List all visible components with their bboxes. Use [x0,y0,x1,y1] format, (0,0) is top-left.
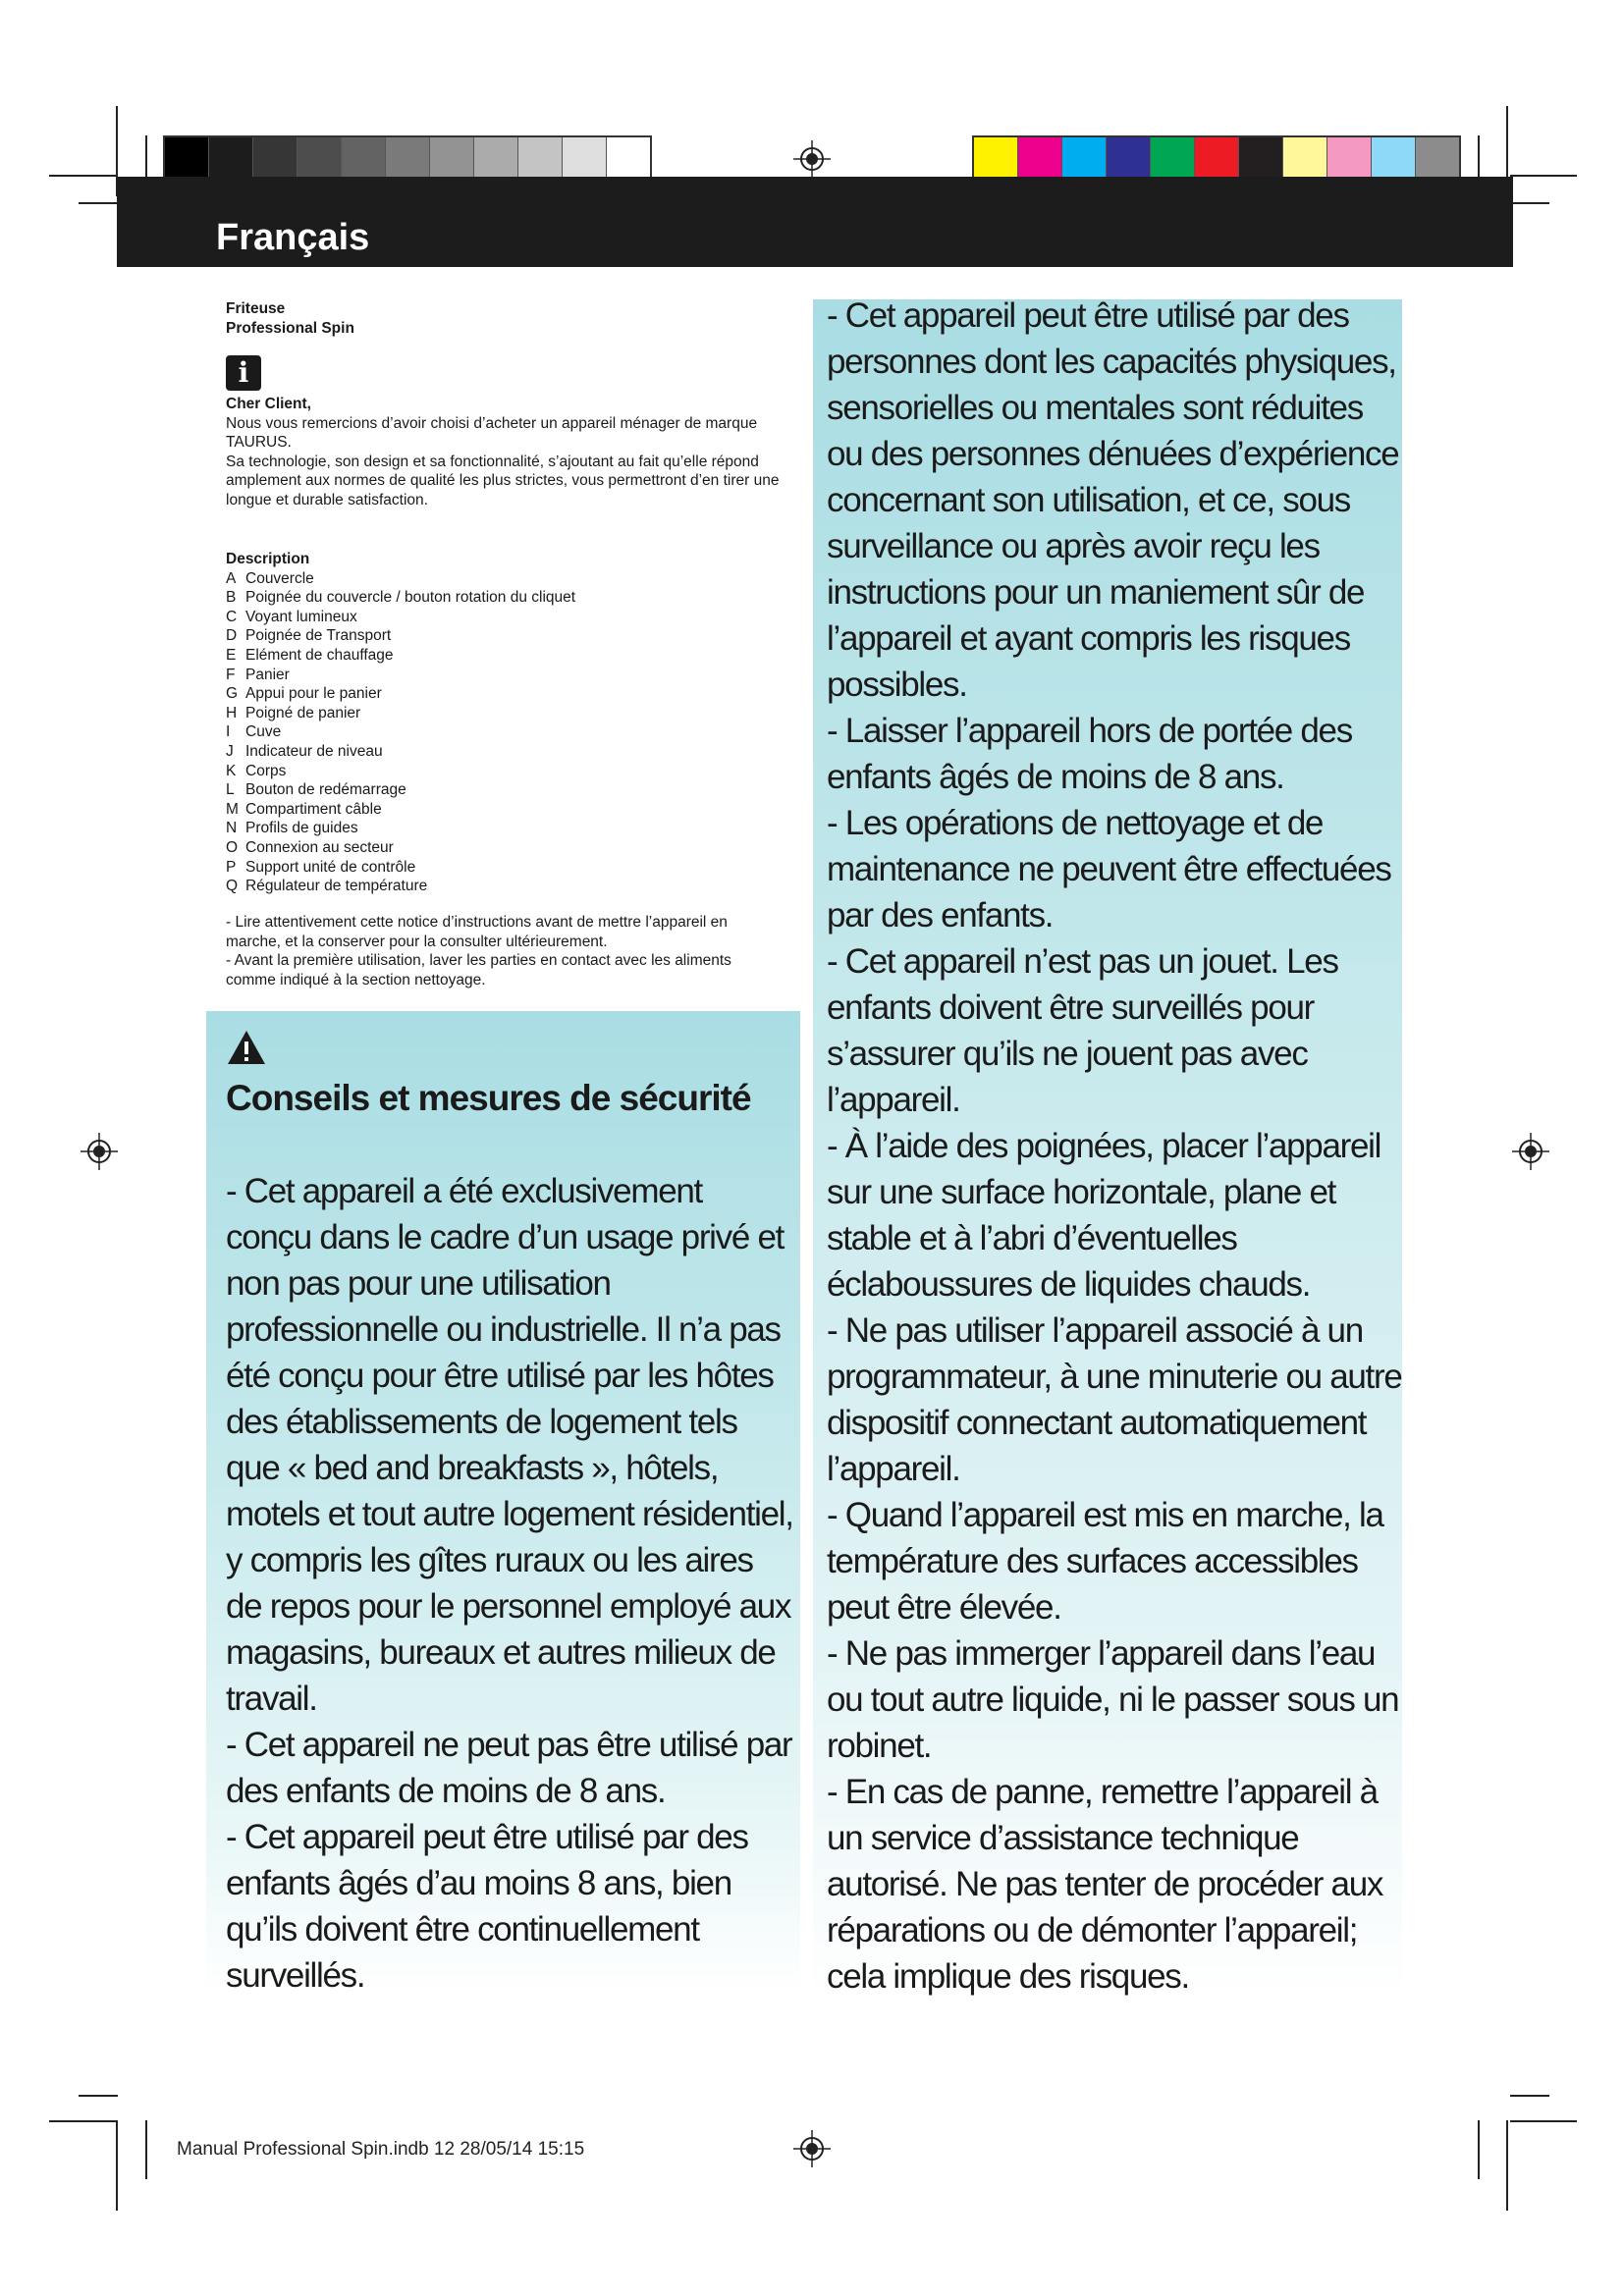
safety-paragraph: - Ne pas immerger l’appareil dans l’eau ou tout autre liquide, ni le passer sous un robinet. [827,1634,1399,1765]
color-swatch [342,137,386,181]
crop-mark [1478,2120,1480,2179]
safety-paragraph: - À l’aide des poignées, placer l’appareil sur une surface horizontale, plane et stable et à l’abri d’éventuelles éclaboussures de liquides chauds. [827,1127,1381,1304]
description-item-label: Poignée du couvercle / bouton rotation du cliquet [245,589,576,607]
color-swatch [1151,137,1195,181]
product-type: Friteuse [226,300,286,317]
safety-paragraph: - Cet appareil peut être utilisé par des personnes dont les capacités physiques, sensorielles ou mentales sont réduites ou des personnes dénuées d’expérience concernant son utilisation, et ce, sous surveillance ou après avoir reçu les instructions pour un maniement sûr de l’appareil et ayant compris les risques possibles. [827,296,1399,704]
color-swatch [1372,137,1416,181]
description-item [226,742,795,762]
description-item [226,569,795,589]
color-swatch [1062,137,1107,181]
color-swatch [563,137,607,181]
description-item [226,704,795,723]
description-item-label: Régulateur de température [245,878,428,895]
greeting-paragraph: Sa technologie, son design et sa fonctionnalité, s’ajoutant au fait qu’elle répond amplement aux normes de qualité les plus strictes, vous permettront d’en tirer une longue et durable satisfaction. [226,453,780,508]
safety-paragraph: - Cet appareil ne peut pas être utilisé par des enfants de moins de 8 ans. [226,1726,792,1810]
crop-mark [79,202,118,204]
crop-mark [1506,2120,1508,2211]
description-item-letter: J [226,742,234,760]
description-item-letter: P [226,858,237,876]
description-item-label: Elément de chauffage [245,646,394,664]
color-swatch [974,137,1018,181]
description-item-letter: I [226,723,231,741]
color-swatch [386,137,430,181]
description-item-letter: H [226,704,238,721]
safety-heading: Conseils et mesures de sécurité [226,1078,751,1118]
color-swatch [1416,137,1459,181]
crop-mark [1510,2095,1549,2097]
description-item-letter: M [226,800,239,818]
safety-paragraph: - Cet appareil n’est pas un jouet. Les enfants doivent être surveillés pour s’assurer qu’ils ne jouent pas avec l’appareil. [827,942,1338,1119]
description-item-letter: L [226,781,235,799]
crop-mark [1510,202,1549,204]
description-item-letter: E [226,646,237,664]
safety-paragraph: - Ne pas utiliser l’appareil associé à un programmateur, à une minuterie ou autre dispositif connectant automatiquement l’appareil. [827,1311,1402,1488]
safety-paragraph: - Cet appareil a été exclusivement conçu dans le cadre d’un usage privé et non pas pour une utilisation professionnelle ou industrielle. Il n’a pas été conçu pour être utilisé par les hôtes des établissements de logement tels que « bed and breakfasts », hôtels, motels et tout autre logement résidentiel, y compris les gîtes ruraux ou les aires de repos pour le personnel employé aux magasins, bureaux et autres milieux de travail. [226,1172,793,1718]
description-heading: Description [226,551,310,567]
color-swatch [607,137,650,181]
description-item-label: Profils de guides [245,820,358,837]
description-item [226,858,795,878]
color-swatch [1283,137,1327,181]
greeting-salutation: Cher Client, [226,396,311,412]
description-item-label: Cuve [245,723,282,741]
description-item-label: Corps [245,762,287,779]
description-item-label: Panier [245,666,290,683]
crop-mark [49,2120,116,2122]
greeting-paragraph: Nous vous remercions d’avoir choisi d’acheter un appareil ménager de marque TAURUS. [226,414,758,452]
registration-mark-icon [81,1133,118,1170]
crop-mark [145,2120,147,2179]
usage-note: - Lire attentivement cette notice d’instructions avant de mettre l’appareil en marche, et la conserver pour la consulter ultérieurement. [226,914,728,950]
description-item [226,666,795,685]
description-item [226,800,795,820]
description-item-letter: D [226,627,238,645]
crop-mark [1510,175,1577,177]
color-swatch [209,137,253,181]
description-item [226,838,795,858]
greeting-block [226,395,795,510]
description-item-label: Poignée de Transport [245,627,392,645]
description-item-letter: O [226,838,239,856]
description-item-letter: Q [226,878,239,895]
description-item-label: Support unité de contrôle [245,858,416,876]
safety-paragraph: - Quand l’appareil est mis en marche, la température des surfaces accessibles peut être élevée. [827,1496,1383,1627]
color-swatch [430,137,474,181]
description-item-letter: G [226,685,239,703]
description-item [226,626,795,646]
color-swatch [165,137,209,181]
crop-mark [49,175,116,177]
description-item [226,588,795,608]
registration-mark-icon [1512,1133,1549,1170]
description-item-label: Indicateur de niveau [245,742,383,760]
color-swatch [1107,137,1151,181]
description-item [226,819,795,838]
crop-mark [79,2095,118,2097]
process-color-bar [972,135,1461,183]
description-item [226,877,795,896]
description-item-label: Appui pour le panier [245,685,382,703]
safety-right-column [827,293,1406,2000]
product-name [226,299,795,338]
description-item [226,608,795,627]
safety-paragraph: - Cet appareil peut être utilisé par des enfants âgés d’au moins 8 ans, bien qu’ils doivent être continuellement surveillés. [226,1818,748,1995]
description-item [226,646,795,666]
usage-notes [226,913,785,989]
description-item-letter: B [226,589,237,607]
description-item-label: Compartiment câble [245,800,382,818]
description-list [226,569,795,896]
safety-paragraph: - Les opérations de nettoyage et de maintenance ne peuvent être effectuées par des enfants. [827,804,1391,934]
color-swatch [298,137,342,181]
description-item [226,780,795,800]
description-item-label: Poigné de panier [245,704,361,721]
description-item [226,762,795,781]
description-item [226,722,795,742]
safety-paragraph: - En cas de panne, remettre l’appareil à un service d’assistance technique autorisé. Ne pas tenter de procéder aux réparations ou de démonter l’appareil; cela implique des risques. [827,1773,1383,1996]
color-swatch [1018,137,1062,181]
color-swatch [1327,137,1372,181]
description-item-letter: A [226,569,237,587]
grayscale-color-bar [163,135,652,183]
description-item-label: Couvercle [245,569,314,587]
color-swatch [253,137,298,181]
warning-triangle-icon [226,1029,267,1066]
language-title: Français [216,217,370,258]
safety-left-column [226,1168,795,1999]
product-model: Professional Spin [226,319,354,337]
description-item-label: Voyant lumineux [245,608,357,625]
footer-slug: Manual Professional Spin.indb 12 28/05/14 15:15 [177,2139,585,2160]
color-swatch [518,137,563,181]
color-swatch [474,137,518,181]
description-item-label: Bouton de redémarrage [245,781,406,799]
description-item [226,684,795,704]
color-swatch [1195,137,1239,181]
description-item-letter: C [226,608,238,625]
registration-mark-icon [793,140,831,178]
description-item-letter: N [226,820,238,837]
description-section [226,550,795,896]
description-item-label: Connexion au secteur [245,838,394,856]
crop-mark [1510,2120,1577,2122]
description-item-letter: K [226,762,237,779]
safety-paragraph: - Laisser l’appareil hors de portée des enfants âgés de moins de 8 ans. [827,712,1352,796]
info-icon: i [226,355,261,391]
color-swatch [1239,137,1283,181]
usage-note: - Avant la première utilisation, laver les parties en contact avec les aliments comme indiqué à la section nettoyage. [226,952,731,988]
registration-mark-icon [793,2130,831,2167]
description-item-letter: F [226,666,236,683]
crop-mark [116,2120,118,2211]
